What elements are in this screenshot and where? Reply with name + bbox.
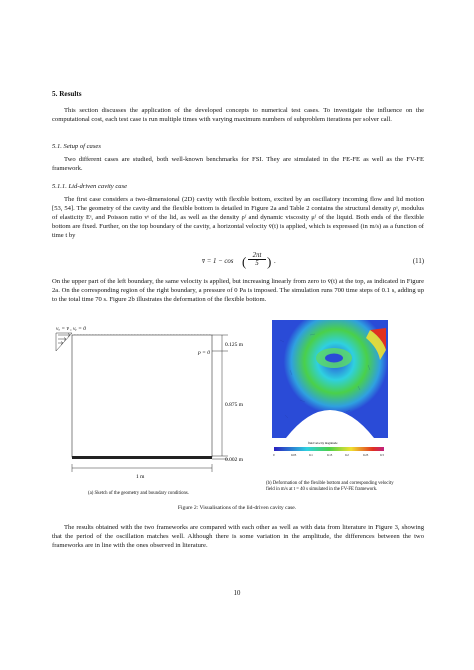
- page-number: 10: [233, 590, 241, 597]
- bc-velocity-label: vₓ = v̄ , vᵧ = 0: [56, 326, 86, 332]
- equation-paren-right: ): [267, 254, 272, 269]
- colorbar-tick: 0: [273, 453, 275, 457]
- conclusion-text: The results obtained with the two frameworks are compared with each other as well as with data from literature in Figure 3, showing that the period of the oscillation matches well. Although there is some variation in the amplitude, the differences between the two frameworks are in line with the ones observed in literature.: [52, 524, 424, 549]
- equation-lhs: v̄ = 1 − cos: [202, 258, 234, 265]
- caption-2b: (b) Deformation of the flexible bottom and corresponding velocity field in m/s at t = 40 s simulated in the FV-FE framework.: [266, 481, 394, 492]
- section-title: 5. Results: [52, 90, 82, 98]
- figure-caption: Figure 2: Visualisations of the lid-driven cavity case.: [177, 505, 297, 511]
- cavity-paragraph-1: [52, 195, 424, 240]
- colorbar-tick: 0.2: [345, 453, 349, 457]
- equation-fraction: [248, 252, 266, 267]
- equation-period: .: [274, 258, 276, 265]
- cavity-text-1: The first case considers a two-dimensional (2D) cavity with flexible bottom, excited by an oscillatory incoming flow and lid motion [53, 54]. The geometry of the cavity and the flexible bottom is detailed in Figure 2a and Table 2 contains the structural density ρˢ, modulus of elasticity Eˢ, and Poisson ratio νˢ of the lid, as well as the density ρᶠ and dynamic viscosity μᶠ of the liquid. Both ends of the flexible bottom are fixed. Further, on the top boundary of the cavity, a horizontal velocity v̄(t) is applied, which is expressed (in m/s) as a function of time t by: [52, 196, 424, 239]
- equation-numerator: 2πt: [248, 252, 266, 260]
- subsection-setup-heading: 5.1. Setup of cases: [52, 143, 101, 150]
- pressure-label: p = 0: [198, 350, 210, 356]
- equation-denominator: 5: [255, 260, 259, 267]
- setup-paragraph: [52, 155, 424, 173]
- equation-number: (11): [412, 258, 424, 265]
- intro-paragraph: [52, 106, 424, 124]
- intro-text: This section discusses the application of the developed concepts to numerical test cases. To investigate the influence on the computational cost, each test case is run multiple times with varying maximum numbers of subproblem iterations per solver call.: [52, 107, 424, 123]
- cavity-text-2: On the upper part of the left boundary, the same velocity is applied, but increasing linearly from zero to v̄(t) at the top, as indicated in Figure 2a. On the corresponding region of the right boundary, a pressure of 0 Pa is imposed. The simulation runs 700 time steps of 0.1 s, adding up to the total time 70 s. Figure 2b illustrates the deformation of the flexible bottom.: [52, 278, 424, 303]
- colorbar-tick: 0.1: [309, 453, 313, 457]
- colorbar-tick: 0.15: [327, 453, 333, 457]
- subsection-cavity-heading: 5.1.1. Lid-driven cavity case: [52, 183, 128, 190]
- flexible-bottom: [72, 456, 212, 459]
- colorbar-tick: 0.25: [363, 453, 369, 457]
- dimension-bottom: 0.002 m: [225, 457, 244, 463]
- dimension-middle: 0.875 m: [225, 402, 244, 408]
- equation-11: [52, 252, 424, 274]
- caption-2a: (a) Sketch of the geometry and boundary conditions.: [88, 491, 189, 496]
- figure-2a-sketch: [52, 318, 248, 498]
- figure-2b-velocity-field: [270, 320, 390, 470]
- inlet-velocity-profile: [56, 333, 72, 351]
- cavity-outline: [72, 335, 212, 457]
- colorbar-tick: 0.05: [291, 453, 297, 457]
- conclusion-paragraph: [52, 523, 424, 550]
- colorbar: [274, 447, 384, 451]
- vortex-eye: [325, 354, 343, 363]
- dimension-top: 0.125 m: [225, 342, 244, 348]
- cavity-paragraph-2: [52, 277, 424, 304]
- dimension-width: 1 m: [136, 474, 145, 480]
- equation-paren-left: (: [242, 254, 247, 269]
- setup-text: Two different cases are studied, both well-known benchmarks for FSI. They are simulated in the FE-FE as well as the FV-FE framework.: [52, 156, 424, 172]
- colorbar-tick: 0.3: [380, 453, 384, 457]
- colorbar-title: fluid velocity magnitude: [308, 441, 338, 445]
